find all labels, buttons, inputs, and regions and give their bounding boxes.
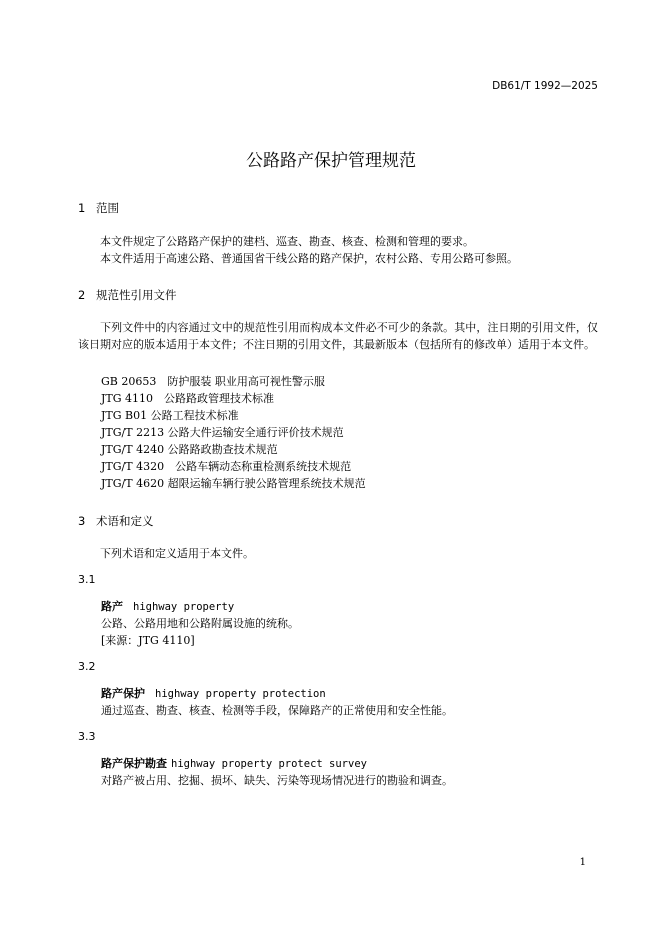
paragraph: 本文件规定了公路路产保护的建档、巡查、勘查、核查、检测和管理的要求。 <box>100 235 474 248</box>
term-definition: 通过巡查、勘查、核查、检测等手段，保障路产的正常使用和安全性能。 <box>101 704 453 717</box>
reference-item: JTG/T 2213 公路大件运输安全通行评价技术规范 <box>101 426 344 439</box>
term-english: highway property protection <box>155 688 326 700</box>
term-entry <box>101 685 326 701</box>
reference-item: JTG/T 4240 公路路政勘查技术规范 <box>101 443 278 456</box>
term-number: 3.3 <box>78 730 96 743</box>
term-english: highway property protect survey <box>171 758 367 770</box>
term-chinese: 路产保护勘查 <box>101 757 167 770</box>
paragraph: 下列术语和定义适用于本文件。 <box>100 547 254 560</box>
term-definition: 公路、公路用地和公路附属设施的统称。 <box>101 617 299 630</box>
term-chinese: 路产保护 <box>101 687 145 700</box>
reference-item: JTG/T 4320 公路车辆动态称重检测系统技术规范 <box>101 460 352 473</box>
page-number: 1 <box>579 857 586 868</box>
term-entry <box>101 755 367 771</box>
section-title: 术语和定义 <box>96 514 154 528</box>
section-2-heading <box>78 287 177 303</box>
paragraph: 下列文件中的内容通过文中的规范性引用而构成本文件必不可少的条款。其中，注日期的引用文件，仅该日期对应的版本适用于本文件；不注日期的引用文件，其最新版本（包括所有的修改单）适用于本文件。 <box>78 321 598 351</box>
section-number: 3 <box>78 514 86 528</box>
section-title: 范围 <box>96 201 119 215</box>
document-code: DB61/T 1992—2025 <box>492 80 598 92</box>
reference-item: JTG/T 4620 超限运输车辆行驶公路管理系统技术规范 <box>101 477 366 490</box>
section-1-heading <box>78 200 119 216</box>
term-chinese: 路产 <box>101 600 123 613</box>
term-number: 3.1 <box>78 573 96 586</box>
term-number: 3.2 <box>78 660 96 673</box>
term-entry <box>101 598 234 614</box>
term-english: highway property <box>133 601 235 613</box>
reference-item: JTG B01 公路工程技术标准 <box>101 409 239 422</box>
section-number: 2 <box>78 288 86 302</box>
section-number: 1 <box>78 201 86 215</box>
section-title: 规范性引用文件 <box>96 288 177 302</box>
paragraph: 本文件适用于高速公路、普通国省干线公路的路产保护，农村公路、专用公路可参照。 <box>100 252 518 265</box>
section-3-heading <box>78 513 154 529</box>
document-title: 公路路产保护管理规范 <box>246 151 416 171</box>
reference-item: GB 20653 防护服装 职业用高可视性警示服 <box>101 375 325 388</box>
term-source: [来源：JTG 4110] <box>101 634 195 647</box>
term-definition: 对路产被占用、挖掘、损坏、缺失、污染等现场情况进行的勘验和调查。 <box>101 774 453 787</box>
reference-item: JTG 4110 公路路政管理技术标准 <box>101 392 275 405</box>
